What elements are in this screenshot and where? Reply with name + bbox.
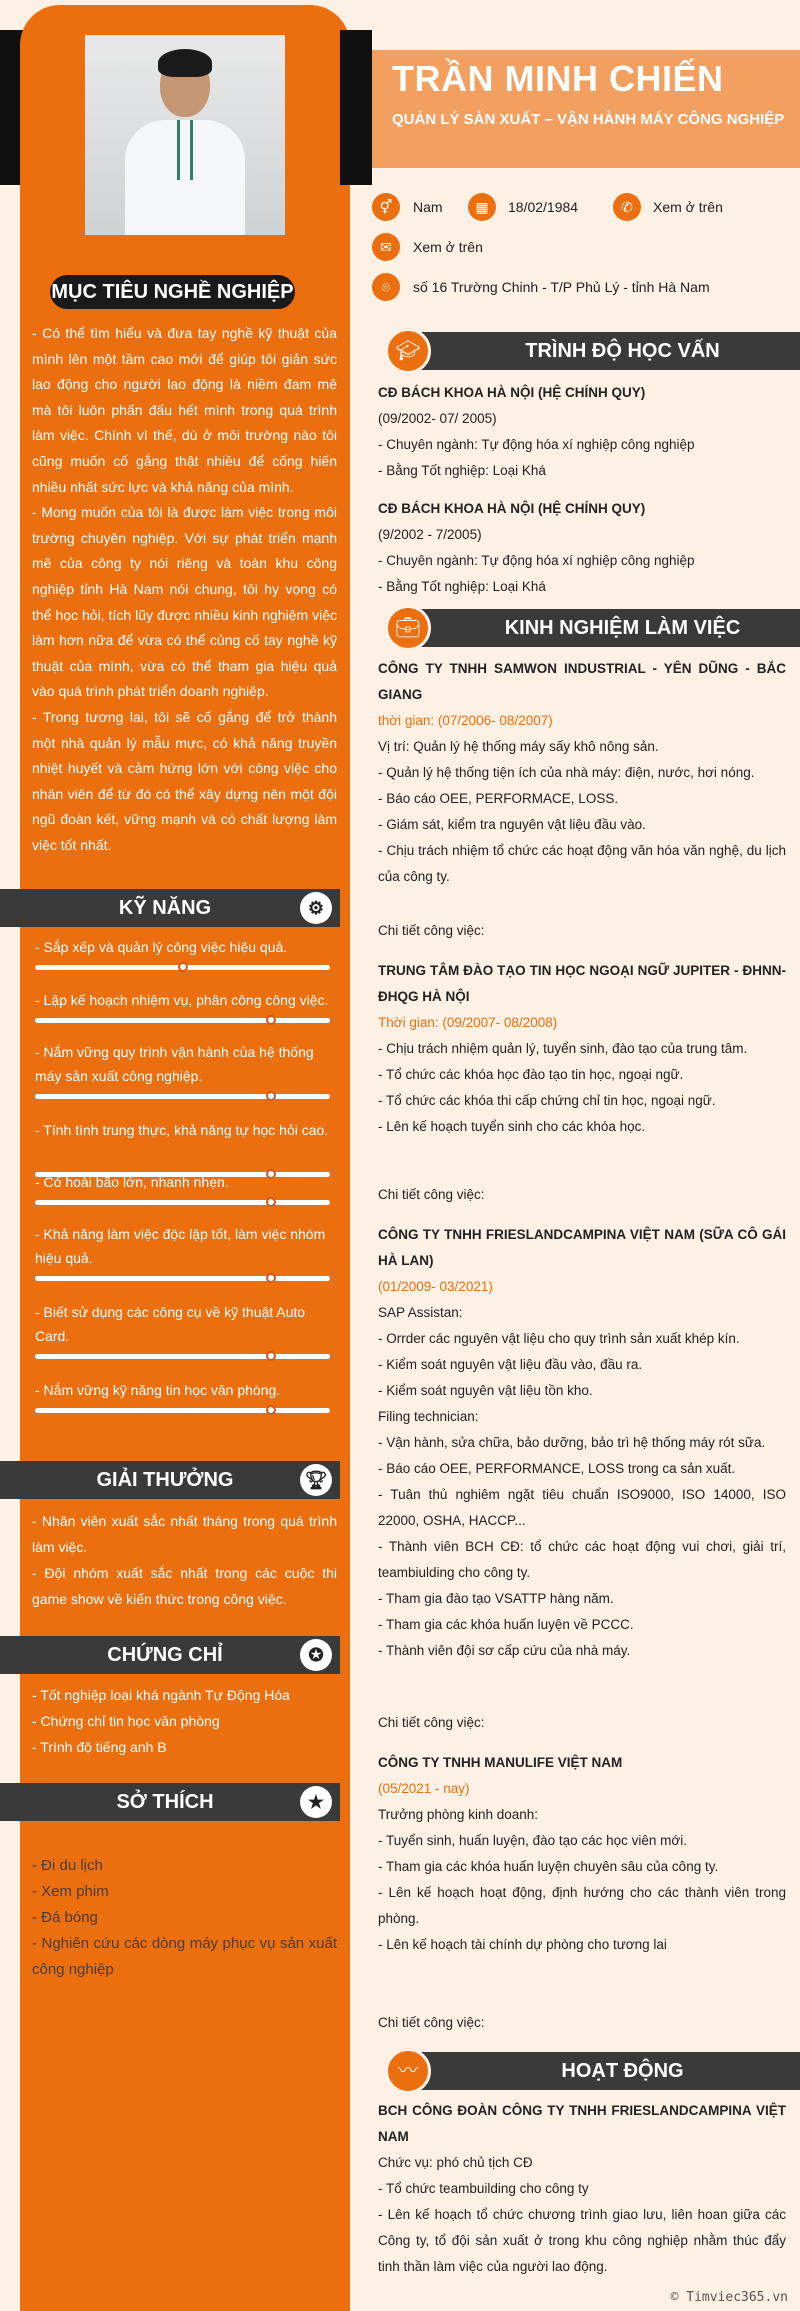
hobbies-header [0, 1783, 340, 1821]
footer-credit: © Timviec365.vn [670, 2290, 788, 2305]
job-line: - Thành viên đội sơ cấp cứu của nhà máy. [378, 1643, 631, 1658]
birthday-value: 18/02/1984 [508, 199, 579, 215]
skill-level-bar [35, 1200, 330, 1205]
skill-level-marker [266, 1273, 276, 1283]
briefcase-icon: 💼︎ [385, 605, 431, 651]
activities-header [385, 2052, 800, 2090]
skill-label: - Lập kế hoạch nhiệm vụ, phân công công việc. [35, 992, 329, 1008]
hobby-item: - Đá bóng [32, 1909, 98, 1926]
objective-paragraph: - Trong tương lai, tôi sẽ cố gắng để trở thành một nhà quản lý mẫu mực, có khả năng truyền nhiệt huyết và cảm hứng lớn với công việc cho nhân viên để từ đó có thể xây dựng nên một đội ngũ đoàn kết, vững mạnh và có chất lượng làm việc tốt nhất. [32, 708, 337, 853]
activity-line: - Tổ chức teambuilding cho công ty [378, 2181, 589, 2196]
skill-level-bar [35, 1018, 330, 1023]
certificates-header [0, 1636, 340, 1674]
detail-label: Chi tiết công việc: [378, 923, 485, 938]
star-icon: ★ [300, 1786, 332, 1818]
header-box [372, 50, 800, 168]
job-line: - Lên kế hoạch tài chính dự phòng cho tương lai [378, 1937, 667, 1952]
company-name: CÔNG TY TNHH FRIESLANDCAMPINA VIỆT NAM (SỮA CÔ GÁI HÀ LAN) [378, 1227, 786, 1268]
medal-icon: ✪ [300, 1639, 332, 1671]
company-name: CÔNG TY TNHH MANULIFE VIỆT NAM [378, 1755, 623, 1770]
job-line: Vị trí: Quản lý hệ thống máy sấy khô nông sản. [378, 739, 659, 754]
job-line: - Tham gia các khóa huấn luyện chuyên sâu của công ty. [378, 1859, 719, 1874]
certificates-list [32, 1682, 337, 1760]
award-item: - Nhân viên xuất sắc nhất tháng trong quá trình làm việc. [32, 1513, 337, 1555]
job-line: - Lên kế hoạch hoạt động, định hướng cho các thành viên trong phòng. [378, 1885, 786, 1926]
company-name: TRUNG TÂM ĐÀO TẠO TIN HỌC NGOẠI NGỮ JUPITER - ĐHNN-ĐHQG HÀ NỘI [378, 963, 786, 1004]
job-line: - Vận hành, sửa chữa, bảo dưỡng, bảo trì hệ thống máy rót sữa. [378, 1435, 766, 1450]
skill-level-marker [266, 1015, 276, 1025]
skill-level-marker [266, 1197, 276, 1207]
objective-paragraph: - Có thể tìm hiểu và đưa tay nghề kỹ thuật của mình lên một tầm cao mới để giúp tôi giản sức lao động cho người lao động là niềm đam mê mà tôi luôn phấn đấu hết mình trong quá trình làm việc. Chính vì thế, dù ở môi trường nào tôi cũng muốn cố gắng thật nhiều để cống hiến nhiều nhất sức lực và khả năng của mình. [32, 325, 337, 495]
skills-header [0, 889, 340, 927]
hobby-item: - Nghiên cứu các dòng máy phục vụ sản xuất công nghiệp [32, 1935, 337, 1978]
hobbies-list [32, 1853, 337, 1983]
education-major: - Chuyên ngành: Tự động hóa xí nghiệp công nghiệp [378, 553, 695, 568]
job-line: - Báo cáo OEE, PERFORMANCE, LOSS trong ca sản xuất. [378, 1461, 736, 1476]
gender-icon: ⚥ [372, 193, 400, 221]
experience-job [378, 1222, 786, 1664]
job-line: - Chịu trách nhiệm quản lý, tuyển sinh, đào tạo của trung tâm. [378, 1041, 748, 1056]
job-line: - Báo cáo OEE, PERFORMACE, LOSS. [378, 791, 619, 806]
company-name: CÔNG TY TNHH SAMWON INDUSTRIAL - YÊN DŨNG - BẮC GIANG [378, 661, 786, 702]
certificates-title: CHỨNG CHỈ [107, 1644, 223, 1666]
awards-list [32, 1508, 337, 1612]
avatar-photo [85, 35, 285, 235]
education-major: - Chuyên ngành: Tự động hóa xí nghiệp công nghiệp [378, 437, 695, 452]
job-line: - Kiểm soát nguyên vật liệu tồn kho. [378, 1383, 593, 1398]
job-line: - Tổ chức các khóa thi cấp chứng chỉ tin học, ngoại ngữ. [378, 1093, 716, 1108]
job-line: - Kiểm soát nguyên vật liệu đầu vào, đầu ra. [378, 1357, 643, 1372]
phone-value: Xem ở trên [653, 199, 723, 215]
skill-level-bar [35, 1094, 330, 1099]
skill-level-marker [266, 1091, 276, 1101]
trophy-icon: 🏆︎ [300, 1464, 332, 1496]
decor-block-right [340, 30, 372, 185]
certificate-item: - Chứng chỉ tin học văn phòng [32, 1713, 220, 1729]
graduation-cap-icon: 🎓︎ [385, 328, 431, 374]
job-line: - Tham gia đào tạo VSATTP hàng năm. [378, 1591, 614, 1606]
skill-label: - Sắp xếp và quản lý công việc hiệu quả. [35, 939, 288, 955]
calendar-icon: ▦ [468, 193, 496, 221]
certificate-item: - Tốt nghiệp loại khá ngành Tự Động Hóa [32, 1687, 290, 1703]
address-value: số 16 Trường Chinh - T/P Phủ Lý - tỉnh Hà Nam [413, 279, 710, 295]
candidate-name: TRẦN MINH CHIẾN [392, 58, 724, 99]
job-line: Filing technician: [378, 1409, 479, 1424]
job-time: (05/2021 - nay) [378, 1781, 470, 1796]
skills-title: KỸ NĂNG [118, 897, 212, 919]
job-line: - Tổ chức các khóa học đào tạo tin học, ngoại ngữ. [378, 1067, 684, 1082]
skill-level-bar [35, 1408, 330, 1413]
job-time: thời gian: (07/2006- 08/2007) [378, 713, 553, 728]
activities-block [378, 2098, 786, 2280]
education-header [385, 332, 800, 370]
job-line: - Lên kế hoạch tuyển sinh cho các khóa học. [378, 1119, 646, 1134]
skill-label: - Khả năng làm việc độc lập tốt, làm việc nhóm hiệu quả. [35, 1226, 326, 1266]
detail-label: Chi tiết công việc: [378, 1715, 485, 1730]
job-time: (01/2009- 03/2021) [378, 1279, 493, 1294]
skill-level-bar [35, 1354, 330, 1359]
hobby-item: - Đi du lịch [32, 1857, 103, 1874]
experience-header [385, 609, 800, 647]
skill-level-marker [266, 1405, 276, 1415]
skill-level-marker [266, 1351, 276, 1361]
job-line: - Tham gia các khóa huấn luyện về PCCC. [378, 1617, 634, 1632]
skill-level-bar [35, 1276, 330, 1281]
job-title: QUẢN LÝ SẢN XUẤT – VẬN HÀNH MÁY CÔNG NGHIỆP [392, 111, 785, 128]
skill-label: - Nắm vững quy trình vận hành của hệ thống máy sản xuất công nghiệp. [35, 1044, 314, 1084]
hobbies-title: SỞ THÍCH [116, 1791, 214, 1813]
phone-icon: ✆ [613, 193, 641, 221]
skill-label: - Có hoài bão lớn, nhanh nhẹn. [35, 1174, 229, 1190]
award-item: - Đội nhóm xuất sắc nhất trong các cuộc thi game show về kiến thức trong công việc. [32, 1565, 337, 1607]
job-line: - Tuyển sinh, huấn luyện, đào tạo các học viên mới. [378, 1833, 688, 1848]
awards-header [0, 1461, 340, 1499]
activity-line: Chức vụ: phó chủ tịch CĐ [378, 2155, 533, 2170]
job-line: SAP Assistan: [378, 1305, 463, 1320]
hobby-item: - Xem phim [32, 1883, 109, 1900]
job-line: Trưởng phòng kinh doanh: [378, 1807, 538, 1822]
education-block [378, 380, 786, 600]
skill-label: - Biết sử dụng các công cụ về kỹ thuật Auto Card. [35, 1304, 306, 1344]
job-line: - Giám sát, kiểm tra nguyên vật liệu đầu vào. [378, 817, 646, 832]
skill-level-bar [35, 965, 330, 970]
gender-value: Nam [413, 199, 443, 215]
objective-text [32, 321, 337, 858]
experience-job [378, 1750, 786, 1958]
heartbeat-icon: 〰 [385, 2048, 431, 2094]
gear-icon: ⚙ [300, 892, 332, 924]
location-icon: ⌾ [372, 273, 400, 301]
objective-paragraph: - Mong muốn của tôi là được làm việc trong môi trường chuyên nghiệp. Với sự phát triển mạnh mẽ của công ty nói riêng và toàn khu công nghiệp tỉnh Hà Nam nói chung, tôi hy vọng có thể học hỏi, tích lũy được nhiều kinh nghiệm việc làm hơn nữa để vừa có thể củng cố tay nghề kỹ thuật của mình, vừa có thể tham gia hiệu quả vào quá trình phát triển doanh nghiệp. [32, 504, 337, 700]
experience-job [378, 958, 786, 1140]
skill-label: - Tính tình trung thực, khả năng tự học hỏi cao. [35, 1122, 329, 1138]
detail-label: Chi tiết công việc: [378, 2015, 485, 2030]
education-degree: - Bằng Tốt nghiệp: Loại Khá [378, 463, 546, 478]
detail-label: Chi tiết công việc: [378, 1187, 485, 1202]
education-degree: - Bằng Tốt nghiệp: Loại Khá [378, 579, 546, 594]
job-time: Thời gian: (09/2007- 08/2008) [378, 1015, 558, 1030]
activity-org: BCH CÔNG ĐOÀN CÔNG TY TNHH FRIESLANDCAMPINA VIỆT NAM [378, 2103, 786, 2144]
education-time: (9/2002 - 7/2005) [378, 527, 482, 542]
skill-level-marker [178, 962, 188, 972]
experience-job [378, 656, 786, 890]
school-name: CĐ BÁCH KHOA HÀ NỘI (HỆ CHÍNH QUY) [378, 385, 646, 400]
school-name: CĐ BÁCH KHOA HÀ NỘI (HỆ CHÍNH QUY) [378, 501, 646, 516]
certificate-item: - Trình độ tiếng anh B [32, 1739, 167, 1755]
education-time: (09/2002- 07/ 2005) [378, 411, 497, 426]
job-line: - Orrder các nguyên vật liệu cho quy trình sản xuất khép kín. [378, 1331, 740, 1346]
skill-label: - Nắm vững kỹ năng tin học văn phòng. [35, 1382, 281, 1398]
job-line: - Tuân thủ nghiêm ngặt tiêu chuẩn ISO9000, ISO 14000, ISO 22000, OSHA, HACCP... [378, 1487, 786, 1528]
activity-line: - Lên kế hoạch tổ chức chương trình giao lưu, liên hoan giữa các Công ty, tổ đội sản xuất ở trong khu công nghiệp nhằm thúc đẩy tinh thần làm việc của người lao động. [378, 2207, 786, 2274]
objective-title: MỤC TIÊU NGHỀ NGHIỆP [50, 275, 295, 309]
job-line: - Chịu trách nhiệm tổ chức các hoạt động văn hóa văn nghệ, du lịch của công ty. [378, 843, 786, 884]
education-title: TRÌNH ĐỘ HỌC VẤN [525, 340, 720, 362]
email-icon: ✉ [372, 233, 400, 261]
awards-title: GIẢI THƯỞNG [96, 1469, 234, 1491]
job-line: - Quản lý hệ thống tiện ích của nhà máy: điện, nước, hơi nóng. [378, 765, 755, 780]
job-line: - Thành viên BCH CĐ: tổ chức các hoạt động vui chơi, giải trí, teambiulding cho công ty. [378, 1539, 786, 1580]
experience-title: KINH NGHIỆM LÀM VIỆC [504, 617, 741, 639]
email-value: Xem ở trên [413, 239, 483, 255]
activities-title: HOẠT ĐỘNG [561, 2060, 684, 2082]
